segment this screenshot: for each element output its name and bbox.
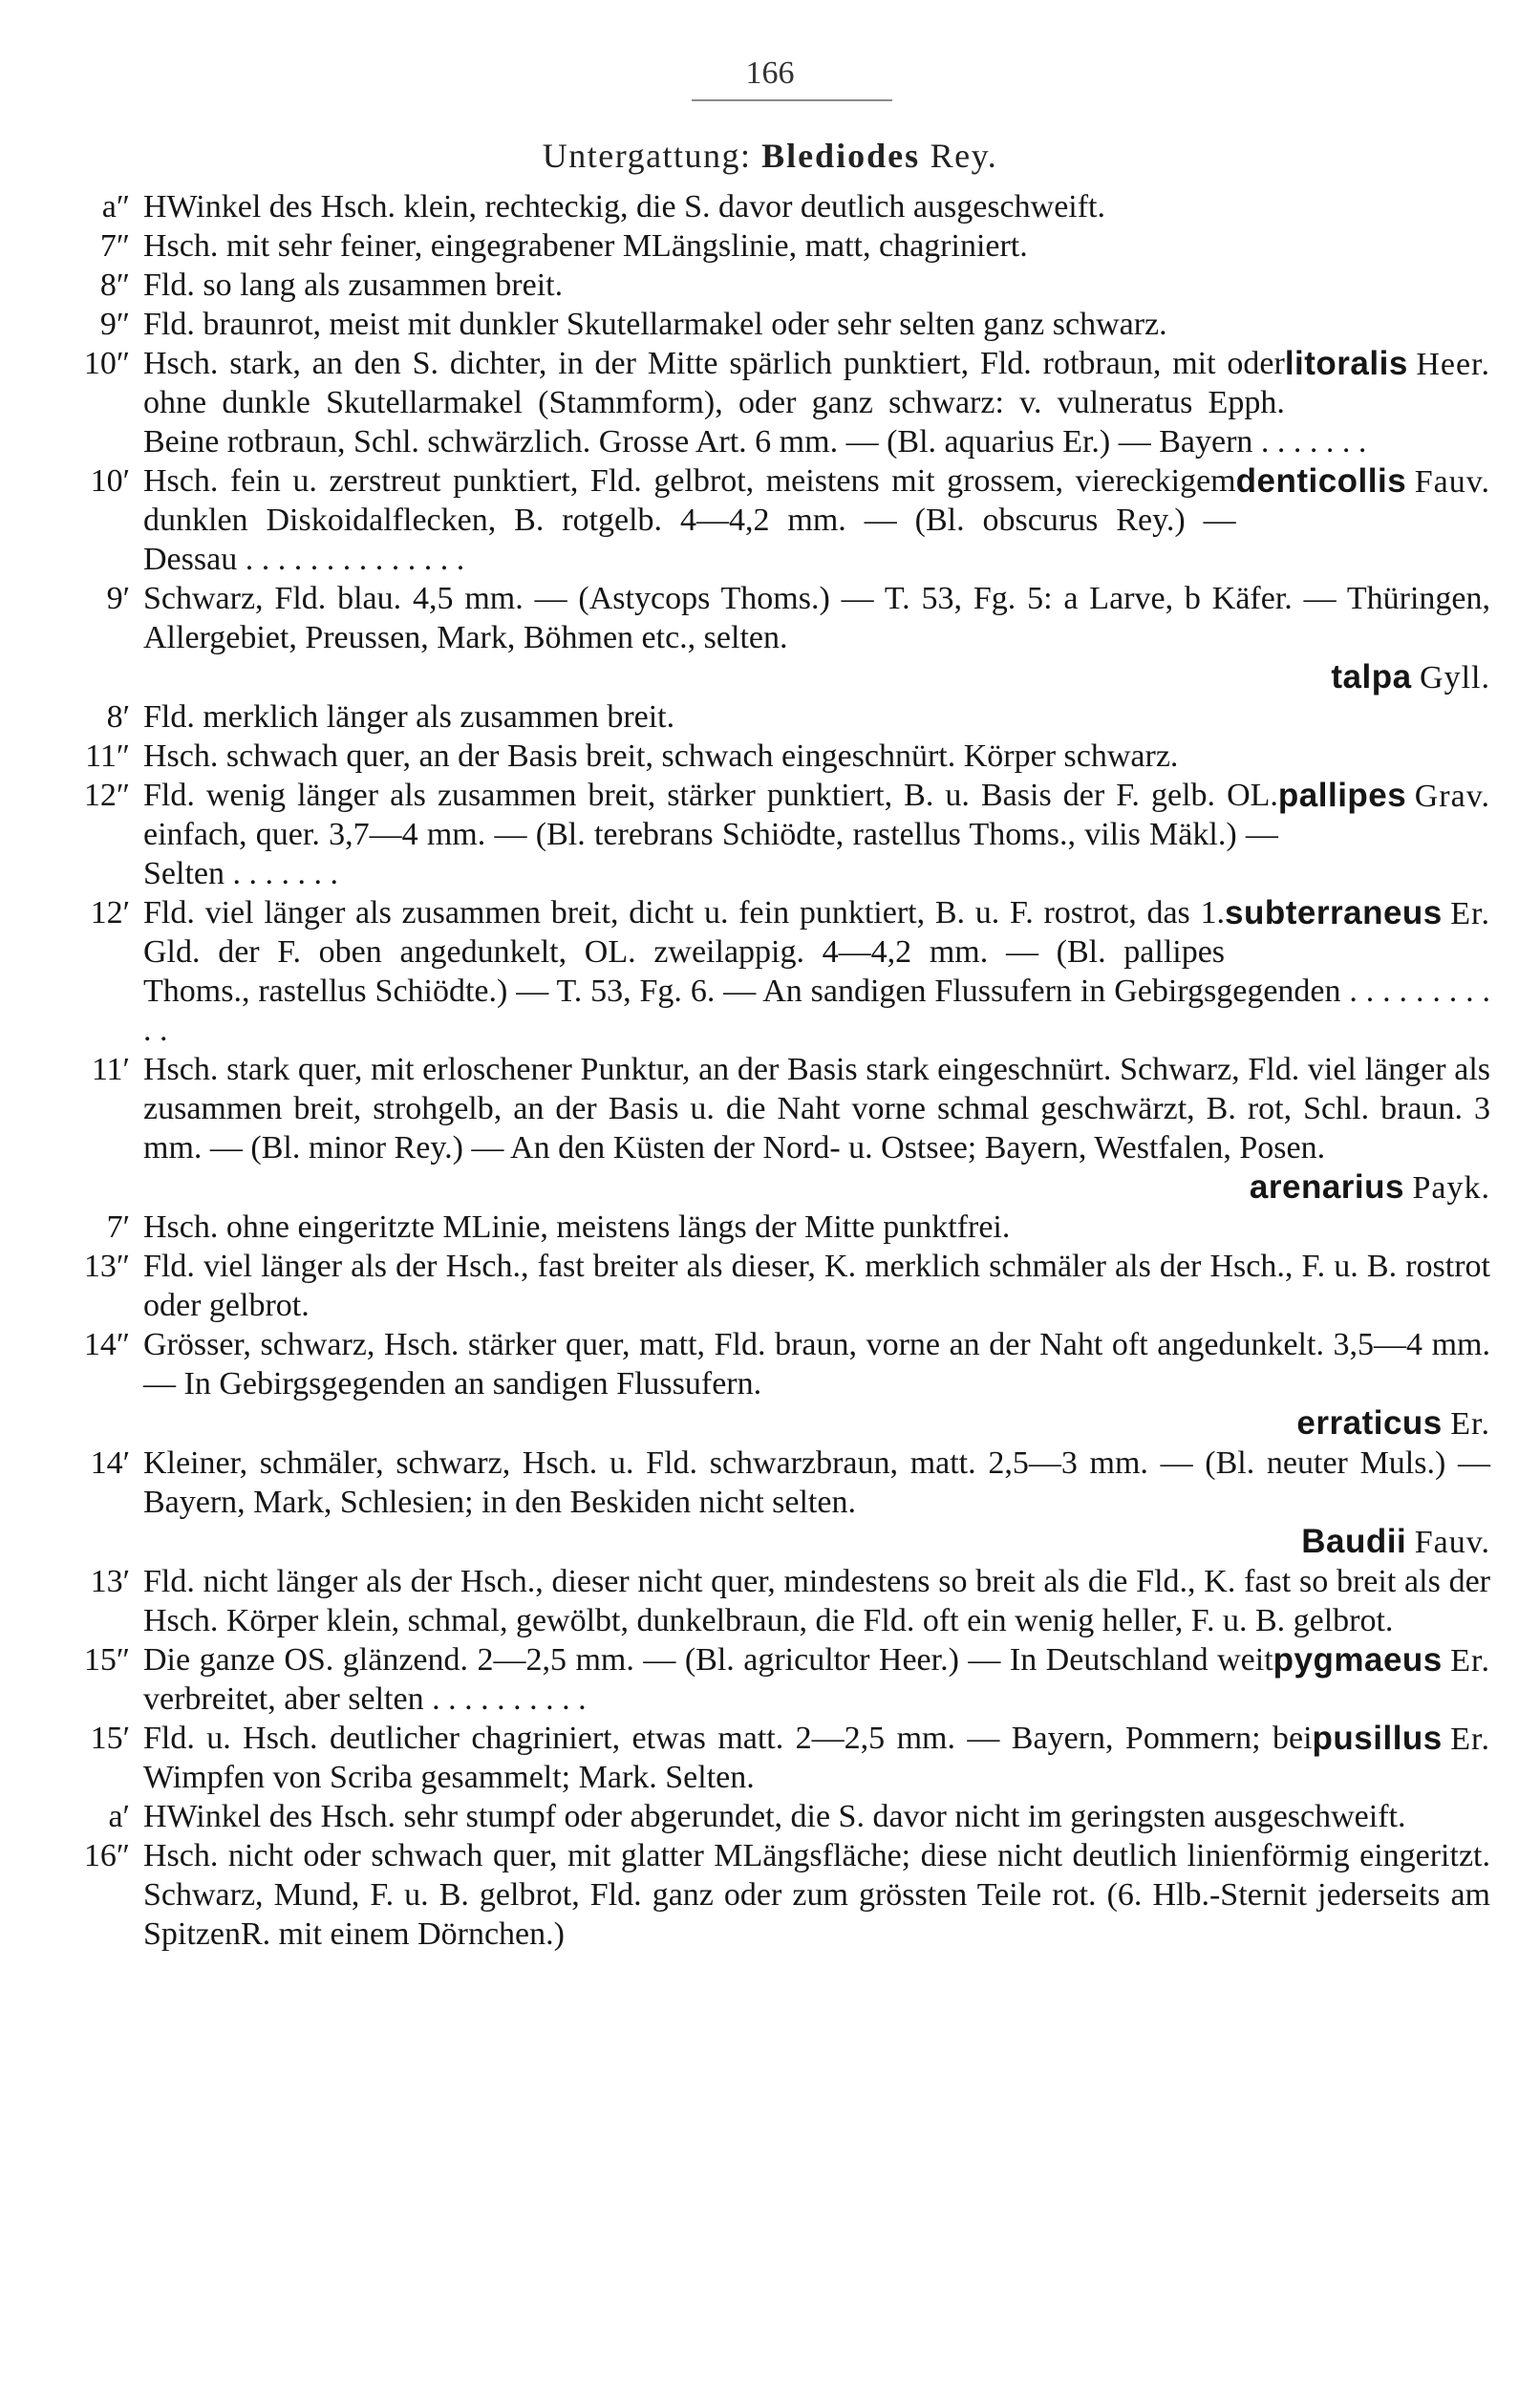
species-label (1273, 1640, 1490, 1680)
species-label (1313, 1719, 1490, 1759)
key-entry (83, 344, 1490, 461)
species-label (1278, 776, 1490, 816)
entry-text-block (143, 697, 1490, 737)
entry-key: 11″ (85, 738, 130, 774)
entry-key: 13′ (90, 1564, 130, 1599)
entry-text: Fld. u. Hsch. deutlicher chagriniert, etwas matt. 2—2,5 mm. — Bayern, Pommern; bei Wimpfen von Scriba gesammelt; Mark. Selten. (143, 1721, 1313, 1795)
key-entry (101, 187, 1490, 226)
entry-key: 10″ (83, 346, 130, 381)
entry-text-block (143, 737, 1490, 776)
species-name: arenarius (1249, 1168, 1404, 1206)
entry-key: 10′ (90, 463, 130, 499)
entry-text: Fld. so lang als zusammen breit. (143, 267, 564, 303)
species-author: Er. (1450, 1643, 1490, 1679)
species-name: pusillus (1312, 1720, 1443, 1757)
entry-text-block (143, 1208, 1490, 1247)
entry-text-block (143, 461, 1490, 579)
entry-text-block (143, 226, 1490, 266)
species-author: Payk. (1412, 1170, 1490, 1206)
key-entry (91, 1050, 1490, 1208)
entry-key: 14′ (90, 1445, 130, 1481)
entry-text-block (143, 305, 1490, 344)
entry-text: HWinkel des Hsch. klein, rechteckig, die S. davor deutlich ausgeschweift. (143, 189, 1106, 225)
entry-text: Fld. nicht länger als der Hsch., dieser nicht quer, mindestens so breit als die Fld., K. fast so breit als der Hsch. Körper klein, schmal, gewölbt, dunkelbraun, die Fld. oft ein wenig heller, F. u. B. gelbrot. (143, 1564, 1490, 1638)
key-entry (90, 1719, 1490, 1797)
key-entry (90, 461, 1490, 579)
key-entry (106, 579, 1490, 697)
entry-text-block (143, 1836, 1490, 1954)
entry-text: Hsch. ohne eingeritzte MLinie, meistens längs der Mitte punktfrei. (143, 1209, 1011, 1245)
species-name: denticollis (1235, 462, 1407, 500)
species-label (1285, 344, 1490, 384)
entry-text-block (143, 1719, 1490, 1797)
entry-key: 8′ (106, 699, 130, 735)
species-author: Fauv. (1414, 464, 1490, 500)
entry-text: Grösser, schwarz, Hsch. stärker quer, matt, Fld. braun, vorne an der Naht oft angedunkelt. 3,5—4 mm. — In Gebirgsgegenden an sandigen Flussufern. (143, 1327, 1490, 1401)
key-entry (85, 737, 1490, 776)
key-entry (83, 1640, 1490, 1719)
entry-key: 13″ (83, 1249, 130, 1284)
species-name: erraticus (1296, 1404, 1443, 1442)
entry-text: Fld. viel länger als der Hsch., fast breiter als dieser, K. merklich schmäler als der Hsch., F. u. B. rostrot oder gelbrot. (143, 1249, 1490, 1323)
key-entry (106, 697, 1490, 737)
entry-key: a″ (101, 189, 130, 225)
key-entry (90, 1444, 1490, 1562)
entry-key: 8″ (99, 267, 130, 303)
entry-text-block (143, 187, 1490, 226)
key-entry (83, 1247, 1490, 1325)
species-author: Er. (1450, 1406, 1490, 1442)
key-entry (83, 1325, 1490, 1444)
key-entry (99, 226, 1490, 266)
entry-text-block (143, 1562, 1490, 1640)
species-author: Heer. (1416, 347, 1490, 382)
species-name: talpa (1331, 658, 1412, 695)
entry-text: Hsch. stark quer, mit erloschener Punktur, an der Basis stark eingeschnürt. Schwarz, Fld. viel länger als zusammen breit, strohgelb, an der Basis u. die Naht vorne schmal geschwärzt, B. rot, Schl. braun. 3 mm. — (Bl. minor Rey.) — An den Küsten der Nord- u. Ostsee; Bayern, Westfalen, Posen. (143, 1052, 1490, 1166)
entry-key: a′ (108, 1799, 130, 1834)
entry-key: 14″ (83, 1327, 130, 1362)
entry-text-block (143, 1247, 1490, 1325)
entry-key: 15″ (83, 1642, 130, 1678)
entry-text-block (143, 1050, 1490, 1208)
species-label (143, 1167, 1490, 1208)
species-author: Fauv. (1414, 1525, 1490, 1560)
entry-text: Hsch. schwach quer, an der Basis breit, schwach eingeschnürt. Körper schwarz. (143, 738, 1179, 774)
entry-key: 16″ (83, 1838, 130, 1873)
entry-text: Hsch. nicht oder schwach quer, mit glatter MLängsfläche; diese nicht deutlich linienförmig eingeritzt. Schwarz, Mund, F. u. B. gelbrot, Fld. ganz oder zum grössten Teile rot. (6. Hlb.-Sternit jederseits am SpitzenR. mit einem Dörnchen.) (143, 1838, 1490, 1952)
species-name: pallipes (1277, 777, 1407, 814)
key-entry (99, 266, 1490, 305)
entry-text: Die ganze OS. glänzend. 2—2,5 mm. — (Bl. agricultor Heer.) — In Deutschland weit verbreitet, aber selten . . . . . . . . . . (143, 1642, 1273, 1717)
subgenus-author: Rey. (930, 137, 998, 175)
entry-text: Schwarz, Fld. blau. 4,5 mm. — (Astycops Thoms.) — T. 53, Fg. 5: a Larve, b Käfer. — Thüringen, Allergebiet, Preussen, Mark, Böhmen etc., selten. (143, 581, 1490, 655)
species-label (1236, 461, 1490, 502)
species-author: Er. (1450, 1722, 1490, 1757)
entry-text-block (143, 1325, 1490, 1444)
species-label (143, 1522, 1490, 1562)
entry-key: 9″ (99, 307, 130, 342)
species-author: Er. (1450, 896, 1490, 931)
page-number: 166 (745, 55, 795, 91)
entry-text: Fld. braunrot, meist mit dunkler Skutellarmakel oder sehr selten ganz schwarz. (143, 307, 1167, 342)
species-label (1225, 893, 1490, 933)
species-author: Grav. (1414, 779, 1490, 814)
entry-text: Fld. viel länger als zusammen breit, dicht u. fein punktiert, B. u. F. rostrot, das 1. Gld. der F. oben angedunkelt, OL. zweilappig. 4—4,2 mm. — (Bl. pallipes Thoms., rastellus Schiödte.) — T. 53, Fg. 6. — An sandigen Flussufern in Gebirgsgegenden . . . . . . . . . . . (143, 895, 1490, 1048)
entry-text: Fld. merklich länger als zusammen breit. (143, 699, 675, 735)
subgenus-heading (0, 136, 1540, 176)
key-entry (83, 776, 1490, 893)
entry-text-block (143, 893, 1490, 1050)
entry-text-block (143, 579, 1490, 697)
entry-key: 7″ (99, 228, 130, 264)
entry-key: 9′ (106, 581, 130, 616)
entry-key: 7′ (106, 1209, 130, 1245)
key-entry (83, 1836, 1490, 1954)
entry-key: 11′ (91, 1052, 130, 1087)
species-name: litoralis (1284, 345, 1408, 382)
key-entry (108, 1797, 1490, 1836)
species-name: subterraneus (1225, 894, 1443, 931)
subgenus-name: Blediodes (761, 137, 921, 175)
entry-text-block (143, 344, 1490, 461)
header-rule (692, 99, 892, 101)
entry-text-block (143, 1640, 1490, 1719)
species-name: pygmaeus (1273, 1641, 1443, 1679)
key-entry (90, 1562, 1490, 1640)
species-label (143, 1403, 1490, 1444)
key-entry (90, 893, 1490, 1050)
entry-text: Hsch. stark, an den S. dichter, in der Mitte spärlich punktiert, Fld. rotbraun, mit oder ohne dunkle Skutellarmakel (Stammform), oder ganz schwarz: v. vulneratus Epph. Beine rotbraun, Schl. schwärzlich. Grosse Art. 6 mm. — (Bl. aquarius Er.) — Bayern . . . . . . . (143, 346, 1367, 460)
key-entries (83, 187, 1490, 1954)
entry-text: HWinkel des Hsch. sehr stumpf oder abgerundet, die S. davor nicht im geringsten ausgeschweift. (143, 1799, 1406, 1834)
entry-key: 12″ (83, 778, 130, 813)
entry-key: 15′ (90, 1721, 130, 1756)
entry-text: Fld. wenig länger als zusammen breit, stärker punktiert, B. u. Basis der F. gelb. OL. einfach, quer. 3,7—4 mm. — (Bl. terebrans Schiödte, rastellus Thoms., vilis Mäkl.) — Selten . . . . . . . (143, 778, 1278, 891)
entry-text-block (143, 266, 1490, 305)
species-name: Baudii (1301, 1523, 1407, 1560)
species-author: Gyll. (1420, 660, 1490, 695)
entry-key: 12′ (90, 895, 130, 931)
entry-text: Kleiner, schmäler, schwarz, Hsch. u. Fld. schwarzbraun, matt. 2,5—3 mm. — (Bl. neuter Muls.) — Bayern, Mark, Schlesien; in den Beskiden nicht selten. (143, 1445, 1490, 1520)
species-label (143, 657, 1490, 697)
entry-text-block (143, 776, 1490, 893)
subgenus-prefix: Untergattung: (542, 137, 752, 175)
entry-text: Hsch. fein u. zerstreut punktiert, Fld. gelbrot, meistens mit grossem, viereckigem dunklen Diskoidalflecken, B. rotgelb. 4—4,2 mm. — (Bl. obscurus Rey.) — Dessau . . . . . . . . . . . . . . (143, 463, 1236, 577)
key-entry (99, 305, 1490, 344)
entry-text: Hsch. mit sehr feiner, eingegrabener MLängslinie, matt, chagriniert. (143, 228, 1028, 264)
entry-text-block (143, 1797, 1490, 1836)
key-entry (106, 1208, 1490, 1247)
entry-text-block (143, 1444, 1490, 1562)
